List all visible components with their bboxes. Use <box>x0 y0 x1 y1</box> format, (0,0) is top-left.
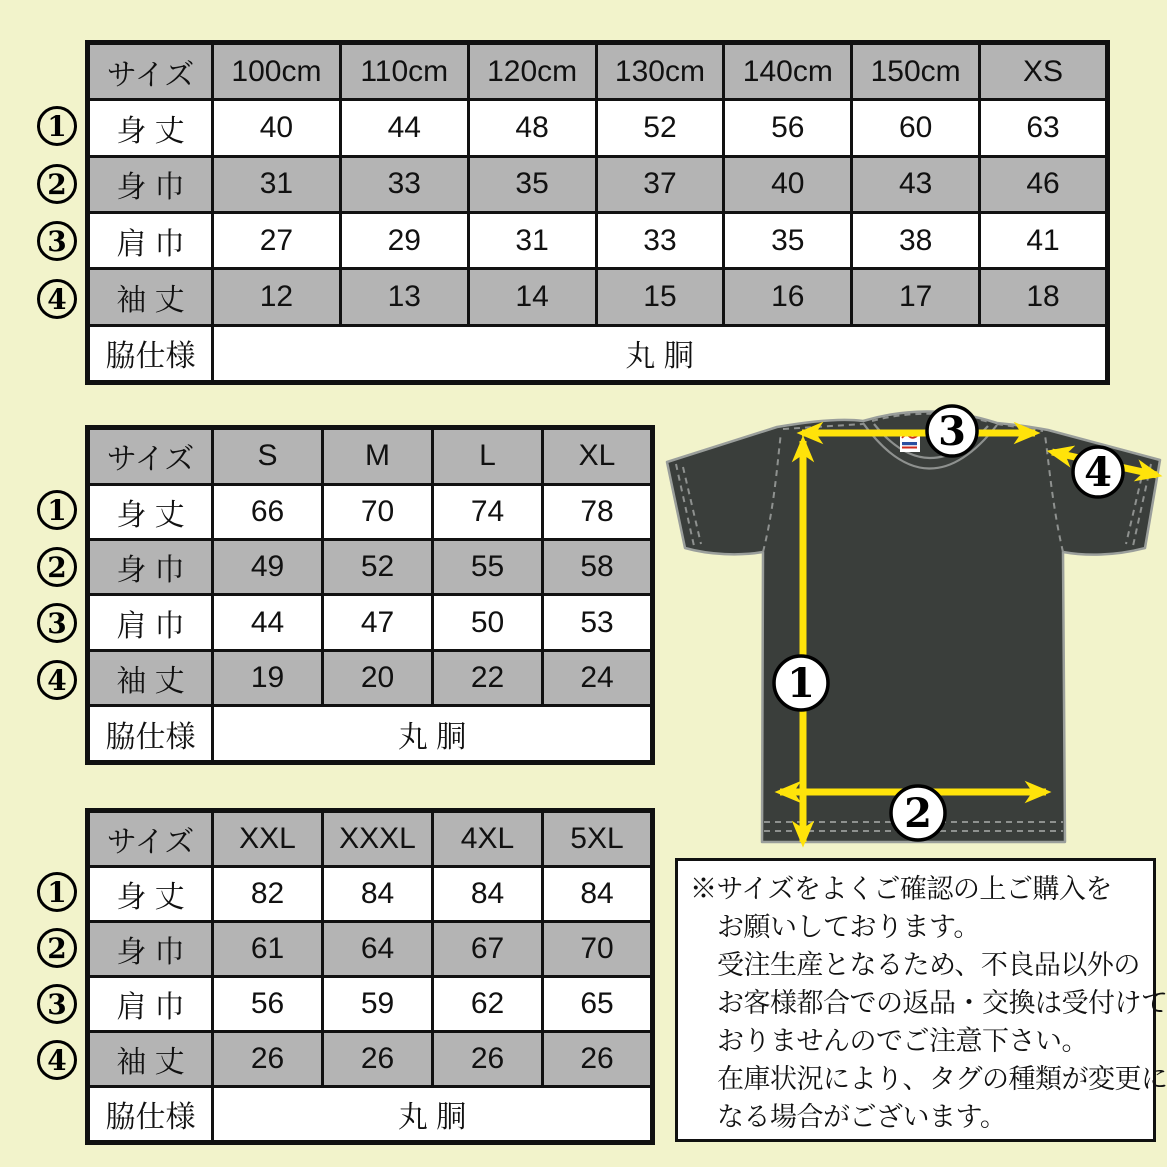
value-cell: 19 <box>213 650 323 705</box>
value-cell: 70 <box>323 484 433 539</box>
adult-size-table <box>85 425 655 765</box>
marker-number: 2 <box>47 550 67 584</box>
value-cell: 78 <box>543 484 653 539</box>
value-cell: 18 <box>980 269 1108 325</box>
plus-size-table <box>85 808 655 1145</box>
header-row <box>88 428 653 485</box>
marker-number: 1 <box>47 875 67 909</box>
row-marker-1 <box>37 872 77 912</box>
value-cell: 26 <box>433 1031 543 1086</box>
measure-label: 身 巾 <box>88 922 213 977</box>
value-cell: 17 <box>852 269 980 325</box>
tshirt-measure-diagram <box>660 395 1167 865</box>
table-row-sleeve-length <box>88 1031 653 1086</box>
row-marker-3 <box>37 984 77 1024</box>
table-row-shoulder-width <box>88 976 653 1031</box>
value-cell: 47 <box>323 595 433 650</box>
value-cell: 35 <box>724 212 852 268</box>
value-cell: 48 <box>468 100 596 156</box>
table-row-side-spec <box>88 706 653 763</box>
measure-label: 袖 丈 <box>88 1031 213 1086</box>
measure-label: 身 丈 <box>88 867 213 922</box>
size-col-cell: 100cm <box>213 43 341 100</box>
row-marker-3 <box>37 221 77 261</box>
size-col-cell: XXL <box>213 811 323 867</box>
size-col-cell: 4XL <box>433 811 543 867</box>
size-col-cell: S <box>213 428 323 485</box>
size-col-cell: 110cm <box>340 43 468 100</box>
kids-size-table <box>85 40 1110 385</box>
row-marker-3 <box>37 603 77 643</box>
table-row-sleeve-length <box>88 650 653 705</box>
size-col-cell: XL <box>543 428 653 485</box>
table-row-body-width <box>88 540 653 595</box>
value-cell: 84 <box>543 867 653 922</box>
value-cell: 44 <box>340 100 468 156</box>
value-cell: 16 <box>724 269 852 325</box>
callout-number: 4 <box>1084 449 1112 496</box>
value-cell: 56 <box>213 976 323 1031</box>
value-cell: 84 <box>433 867 543 922</box>
side-spec-value: 丸 胴 <box>213 1086 653 1142</box>
note-line: 受注生産となるため、不良品以外の <box>717 950 1140 980</box>
value-cell: 40 <box>724 156 852 212</box>
size-col-cell: XS <box>980 43 1108 100</box>
value-cell: 13 <box>340 269 468 325</box>
note-line: 在庫状況により、タグの種類が変更に <box>717 1064 1167 1094</box>
size-col-cell: 130cm <box>596 43 724 100</box>
callout-body-width <box>891 786 945 840</box>
table-row-body-length <box>88 867 653 922</box>
value-cell: 59 <box>323 976 433 1031</box>
value-cell: 58 <box>543 540 653 595</box>
value-cell: 31 <box>213 156 341 212</box>
value-cell: 29 <box>340 212 468 268</box>
size-header-cell: サイズ <box>88 43 213 100</box>
value-cell: 49 <box>213 540 323 595</box>
row-marker-1 <box>37 490 77 530</box>
row-marker-1 <box>37 106 77 146</box>
value-cell: 63 <box>980 100 1108 156</box>
measure-label: 身 巾 <box>88 540 213 595</box>
side-spec-label: 脇仕様 <box>88 325 213 382</box>
marker-number: 4 <box>47 1043 67 1077</box>
measure-label: 肩 巾 <box>88 976 213 1031</box>
value-cell: 26 <box>213 1031 323 1086</box>
value-cell: 27 <box>213 212 341 268</box>
value-cell: 26 <box>323 1031 433 1086</box>
value-cell: 65 <box>543 976 653 1031</box>
marker-number: 3 <box>47 224 67 258</box>
callout-number: 2 <box>904 790 932 837</box>
marker-number: 4 <box>47 663 67 697</box>
value-cell: 67 <box>433 922 543 977</box>
table-row-body-length <box>88 484 653 539</box>
header-row <box>88 811 653 867</box>
value-cell: 61 <box>213 922 323 977</box>
table-row-side-spec <box>88 1086 653 1142</box>
row-marker-2 <box>37 547 77 587</box>
value-cell: 33 <box>340 156 468 212</box>
table-row-shoulder-width <box>88 212 1108 268</box>
callout-shoulder-width <box>927 406 977 456</box>
side-spec-value: 丸 胴 <box>213 706 653 763</box>
value-cell: 37 <box>596 156 724 212</box>
marker-number: 3 <box>47 606 67 640</box>
marker-number: 1 <box>47 109 67 143</box>
value-cell: 20 <box>323 650 433 705</box>
value-cell: 62 <box>433 976 543 1031</box>
note-line: ※サイズをよくご確認の上ご購入を <box>690 874 1112 904</box>
table-row-body-length <box>88 100 1108 156</box>
callout-number: 1 <box>787 660 815 707</box>
table-row-shoulder-width <box>88 595 653 650</box>
marker-number: 1 <box>47 493 67 527</box>
note-line: お願いしております。 <box>717 912 980 942</box>
marker-number: 3 <box>47 987 67 1021</box>
marker-number: 2 <box>47 931 67 965</box>
size-col-cell: 150cm <box>852 43 980 100</box>
value-cell: 52 <box>323 540 433 595</box>
note-line: おりませんのでご注意下さい。 <box>717 1026 1088 1056</box>
value-cell: 33 <box>596 212 724 268</box>
marker-number: 4 <box>47 282 67 316</box>
size-header-cell: サイズ <box>88 428 213 485</box>
callout-body-length <box>774 656 828 710</box>
size-col-cell: 120cm <box>468 43 596 100</box>
value-cell: 55 <box>433 540 543 595</box>
row-marker-4 <box>37 660 77 700</box>
value-cell: 84 <box>323 867 433 922</box>
value-cell: 14 <box>468 269 596 325</box>
table-row-body-width <box>88 156 1108 212</box>
note-line: お客様都合での返品・交換は受付けて <box>717 988 1167 1018</box>
value-cell: 64 <box>323 922 433 977</box>
size-col-cell: XXXL <box>323 811 433 867</box>
value-cell: 46 <box>980 156 1108 212</box>
value-cell: 31 <box>468 212 596 268</box>
row-marker-4 <box>37 1040 77 1080</box>
value-cell: 24 <box>543 650 653 705</box>
value-cell: 82 <box>213 867 323 922</box>
measure-label: 袖 丈 <box>88 650 213 705</box>
value-cell: 70 <box>543 922 653 977</box>
measure-label: 身 丈 <box>88 100 213 156</box>
value-cell: 40 <box>213 100 341 156</box>
size-col-cell: 140cm <box>724 43 852 100</box>
value-cell: 38 <box>852 212 980 268</box>
side-spec-label: 脇仕様 <box>88 706 213 763</box>
side-spec-label: 脇仕様 <box>88 1086 213 1142</box>
value-cell: 15 <box>596 269 724 325</box>
value-cell: 41 <box>980 212 1108 268</box>
table-row-sleeve-length <box>88 269 1108 325</box>
value-cell: 56 <box>724 100 852 156</box>
size-header-cell: サイズ <box>88 811 213 867</box>
table-row-side-spec <box>88 325 1108 382</box>
row-marker-4 <box>37 279 77 319</box>
row-marker-2 <box>37 928 77 968</box>
measure-label: 身 丈 <box>88 484 213 539</box>
table-row-body-width <box>88 922 653 977</box>
value-cell: 50 <box>433 595 543 650</box>
row-marker-2 <box>37 164 77 204</box>
value-cell: 43 <box>852 156 980 212</box>
value-cell: 74 <box>433 484 543 539</box>
purchase-note-box <box>675 858 1167 1142</box>
value-cell: 26 <box>543 1031 653 1086</box>
measure-label: 肩 巾 <box>88 212 213 268</box>
value-cell: 53 <box>543 595 653 650</box>
measure-label: 袖 丈 <box>88 269 213 325</box>
value-cell: 22 <box>433 650 543 705</box>
note-line: なる場合がございます。 <box>717 1102 1007 1132</box>
marker-number: 2 <box>47 167 67 201</box>
callout-number: 3 <box>938 408 966 455</box>
side-spec-value: 丸 胴 <box>213 325 1108 382</box>
header-row <box>88 43 1108 100</box>
value-cell: 44 <box>213 595 323 650</box>
measure-label: 肩 巾 <box>88 595 213 650</box>
size-col-cell: M <box>323 428 433 485</box>
value-cell: 60 <box>852 100 980 156</box>
measure-label: 身 巾 <box>88 156 213 212</box>
value-cell: 66 <box>213 484 323 539</box>
callout-sleeve-length <box>1073 447 1123 497</box>
size-col-cell: 5XL <box>543 811 653 867</box>
size-col-cell: L <box>433 428 543 485</box>
value-cell: 12 <box>213 269 341 325</box>
value-cell: 35 <box>468 156 596 212</box>
value-cell: 52 <box>596 100 724 156</box>
